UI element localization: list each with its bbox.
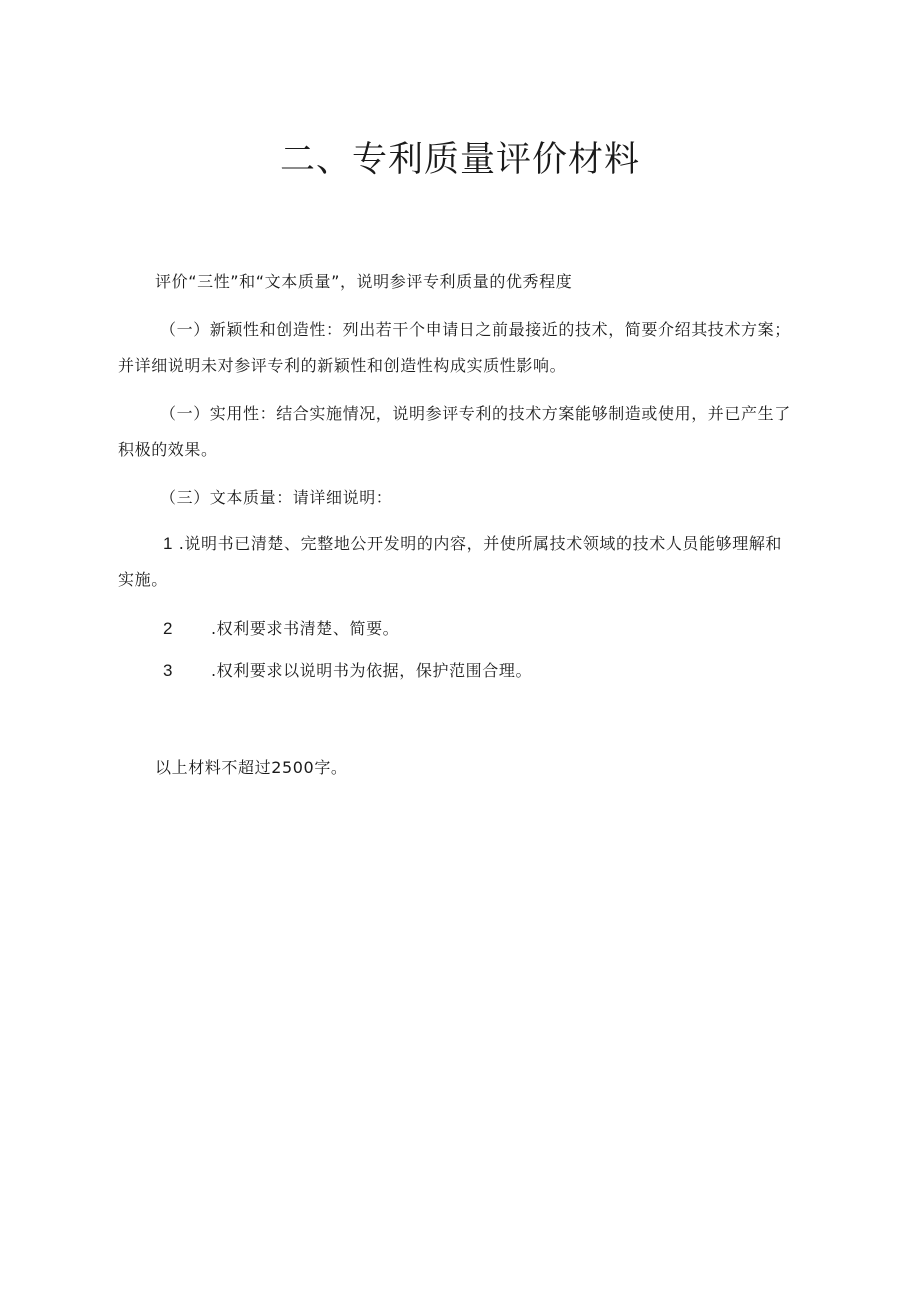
- list-item: [163, 619, 399, 639]
- list-item: [163, 661, 532, 681]
- list-item: [163, 534, 782, 554]
- section3-heading: （三）文本质量：请详细说明：: [160, 488, 393, 507]
- section1-line2: 并详细说明未对参评专利的新颖性和创造性构成实质性影响。: [118, 356, 567, 375]
- footer-note: 以上材料不超过2500字。: [155, 758, 348, 777]
- list-item-number: 3: [163, 661, 174, 680]
- intro-text: 评价“三性”和“文本质量”，说明参评专利质量的优秀程度: [155, 272, 573, 291]
- list-item-number: 1: [163, 534, 174, 553]
- list-item-number: 2: [163, 619, 174, 638]
- list-item-text: .说明书已清楚、完整地公开发明的内容，并使所属技术领域的技术人员能够理解和: [178, 534, 783, 553]
- section1-line1: （一）新颖性和创造性：列出若干个申请日之前最接近的技术，简要介绍其技术方案；: [160, 320, 791, 339]
- list-item-text: .权利要求以说明书为依据，保护范围合理。: [211, 661, 533, 680]
- page-title: 二、专利质量评价材料: [279, 140, 640, 180]
- section2-line2: 积极的效果。: [118, 440, 218, 459]
- section2-line1: （一）实用性：结合实施情况，说明参评专利的技术方案能够制造或使用，并已产生了: [160, 404, 791, 423]
- list-item-continuation: 实施。: [118, 570, 168, 589]
- list-item-text: .权利要求书清楚、简要。: [211, 619, 400, 638]
